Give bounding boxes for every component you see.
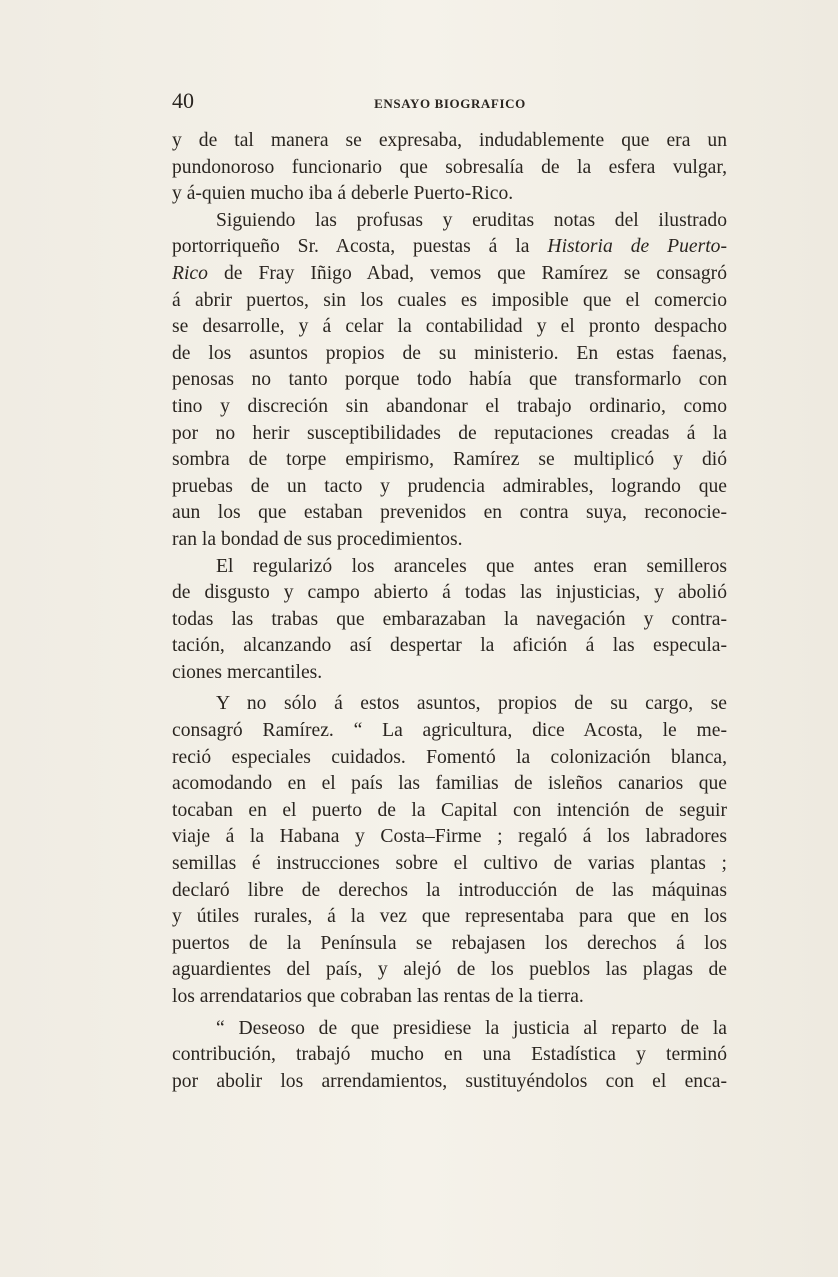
text-fragment: portorriqueño Sr. Acosta, puestas á la [172,236,530,258]
text-line: de los asuntos propios de su ministerio. En estas faenas, [172,342,727,364]
text-line: semillas é instrucciones sobre el cultivo de varias plantas ; [172,853,727,875]
text-line: todas las trabas que embarazaban la navegación y contra- [172,608,727,630]
paragraph [172,554,727,687]
text-line: penosas no tanto porque todo había que transformarlo con [172,369,727,391]
text-line: tación, alcanzando así despertar la afición á las especula- [172,635,727,657]
text-line [172,234,727,261]
text-line: ran la bondad de sus procedimientos. [172,528,463,550]
running-head: ENSAYO BIOGRAFICO [374,96,526,111]
text-line: viaje á la Habana y Costa–Firme ; regaló á los labradores [172,826,727,848]
text-line: puertos de la Península se rebajasen los derechos á los [172,932,727,954]
text-line: de disgusto y campo abierto á todas las injusticias, y abolió [172,582,727,604]
page-number: 40 [172,88,194,113]
paragraph [172,128,727,208]
text-line: tocaban en el puerto de la Capital con intención de seguir [172,799,727,821]
text-line: pundonoroso funcionario que sobresalía de la esfera vulgar, [172,156,727,178]
book-title: Historia de Puerto- [547,236,727,258]
body-text [172,128,727,1095]
text-line: contribución, trabajó mucho en una Estadística y terminó [172,1044,727,1066]
text-line: por abolir los arrendamientos, sustituyéndolos con el enca- [172,1070,727,1092]
text-line: por no herir susceptibilidades de reputaciones creadas á la [172,422,727,444]
text-line: sombra de torpe empirismo, Ramírez se multiplicó y dió [172,449,727,471]
text-line: los arrendatarios que cobraban las rentas de la tierra. [172,986,584,1007]
text-line: aun los que estaban prevenidos en contra suya, reconocie- [172,502,727,524]
text-line: Y no sólo á estos asuntos, propios de su cargo, se [216,693,727,715]
text-line: ciones mercantiles. [172,661,323,683]
text-line: reció especiales cuidados. Fomentó la colonización blanca, [172,746,727,768]
text-line: declaró libre de derechos la introducción de las máquinas [172,879,727,901]
text-line: y útiles rurales, á la vez que representaba para que en los [172,906,727,928]
paragraph [172,1016,727,1096]
text-line: tino y discreción sin abandonar el trabajo ordinario, como [172,395,727,417]
text-line: “ Deseoso de que presidiese la justicia al reparto de la [216,1017,727,1039]
text-line: á abrir puertos, sin los cuales es imposible que el comercio [172,289,727,311]
text-line [172,261,727,288]
text-line: y de tal manera se expresaba, indudablemente que era un [172,130,727,151]
text-line: y á-quien mucho iba á deberle Puerto-Rico. [172,183,514,205]
book-title: Rico [172,262,208,284]
text-line: se desarrolle, y á celar la contabilidad y el pronto despacho [172,316,727,338]
paragraph [172,691,727,1010]
text-fragment: de Fray Iñigo Abad, vemos que Ramírez se consagró [223,262,727,284]
page-header [172,88,728,122]
text-line: acomodando en el país las familias de isleños canarios que [172,773,727,795]
text-line: aguardientes del país, y alejó de los pueblos las plagas de [172,959,727,981]
text-line: consagró Ramírez. “ La agricultura, dice Acosta, le me- [172,720,727,742]
paragraph [172,208,727,554]
text-line: Siguiendo las profusas y eruditas notas del ilustrado [216,209,727,231]
text-line: El regularizó los aranceles que antes eran semilleros [216,555,727,577]
text-line: pruebas de un tacto y prudencia admirables, logrando que [172,475,727,497]
